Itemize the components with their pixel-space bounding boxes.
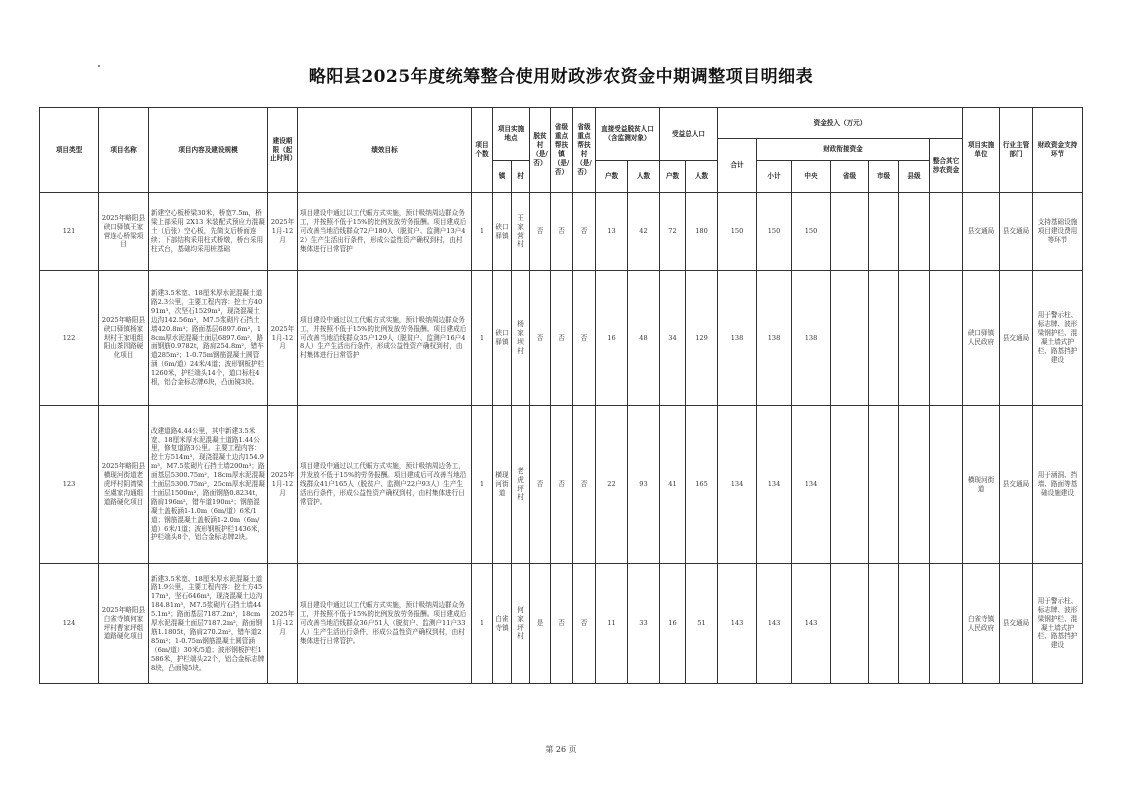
cell-direct-households: 22 [596, 406, 628, 564]
cell-total-persons: 165 [686, 406, 718, 564]
cell-subtotal: 134 [757, 406, 792, 564]
cell-total: 138 [718, 271, 757, 406]
cell-total: 134 [718, 406, 757, 564]
cell-total-households: 16 [660, 564, 686, 684]
page-title: 略阳县2025年度统筹整合使用财政涉农资金中期调整项目明细表 [308, 67, 814, 87]
header-total-pop: 受益总人口 [660, 108, 718, 161]
cell-direct-persons: 33 [628, 564, 660, 684]
cell-provincial [831, 406, 869, 564]
cell-total: 150 [718, 193, 757, 271]
cell-direct-persons: 48 [628, 271, 660, 406]
header-dept: 行业主管部门 [1000, 108, 1033, 193]
header-content: 项目内容及建设规模 [149, 108, 268, 193]
cell-period: 2025年1月-12月 [268, 564, 298, 684]
cell-city [869, 193, 899, 271]
cell-other [930, 193, 963, 271]
header-total-households: 户数 [660, 161, 686, 193]
cell-total-households: 72 [660, 193, 686, 271]
table-row [40, 193, 1083, 271]
cell-support: 支持基础设施项目建设费用等环节 [1033, 193, 1083, 271]
cell-subtotal: 138 [757, 271, 792, 406]
header-count: 项目个数 [472, 108, 493, 193]
cell-key-town: 否 [551, 564, 573, 684]
cell-city [869, 406, 899, 564]
cell-count: 1 [472, 564, 493, 684]
cell-key-village: 否 [573, 406, 596, 564]
page-number: 第 26 页 [545, 745, 577, 754]
table-row [40, 271, 1083, 406]
header-direct-households: 户数 [596, 161, 628, 193]
cell-unit: 横现河街道 [963, 406, 1000, 564]
cell-key-town: 否 [551, 271, 573, 406]
header-unit: 项目实施单位 [963, 108, 1000, 193]
cell-name: 2025年略阳县横现河街道老虎坪村阴湾梁至虞家沟通组道路硬化项目 [99, 406, 149, 564]
header-other: 整合其它涉农资金 [930, 139, 963, 193]
header-city: 市级 [869, 161, 899, 193]
cell-direct-households: 16 [596, 271, 628, 406]
header-county: 县级 [899, 161, 930, 193]
cell-poor-village: 否 [530, 271, 551, 406]
cell-name: 2025年略阳县白雀寺镇何家坪村曹家坪组道路硬化项目 [99, 564, 149, 684]
cell-direct-households: 11 [596, 564, 628, 684]
header-provincial: 省级 [831, 161, 869, 193]
cell-village: 杨家坝村 [512, 271, 530, 406]
header-key-village: 省级重点帮扶村（是/否） [573, 108, 596, 193]
cell-content: 新建3.5米宽、18厘米厚水泥混凝土道路2.3公里，主要工程内容：挖土方4091m³，次坚石1529m³，现浇混凝土边沟142.56m³，M7.5浆砌片石挡土墙420.8m³；路面基层6897.6m²，18cm厚水泥混凝土面层6897.6m²，路面钢筋0.9782t，路肩254.8m²，错车道285m²；1-0.75m钢筋混凝土圆管涵（6m/道）24米/4道；波形钢板护栏1260米，护栏端头14个，道口标柱4根，铝合金标志牌6块，凸面镜3块。 [149, 271, 268, 406]
cell-name: 2025年略阳县硖口驿镇杨家坝村王家咀组阳山茶园路硬化项目 [99, 271, 149, 406]
cell-key-village: 否 [573, 271, 596, 406]
cell-city [869, 271, 899, 406]
cell-county [899, 193, 930, 271]
header-direct-pop: 直接受益脱贫人口（含监测对象） [596, 108, 660, 161]
cell-type: 121 [40, 193, 99, 271]
cell-content: 新建3.5米宽、18厘米厚水泥混凝土道路1.9公里，主要工程内容：挖土方4517m³，坚石646m³，现浇混凝土边沟184.81m³，M7.5浆砌片石挡土墙445.1m³；路面基层7187.2m²，18cm厚水泥混凝土面层7187.2m²，路面钢筋1.1805t，路肩270.2m²，错车道285m²；1-0.75m钢筋混凝土圆管涵（6m/道）30米/5道；波形钢板护栏1586米，护栏端头22个，铝合金标志牌8块，凸面镜5块。 [149, 564, 268, 684]
cell-key-town: 否 [551, 193, 573, 271]
cell-central: 138 [792, 271, 831, 406]
cell-content: 新建空心板桥梁30米，桥宽7.5m，桥梁上部采用 2X13 米装配式预应力混凝土（后张）空心板，先简支后桥面连续；下部结构采用柱式桥墩，桥台采用柱式台，基础均采用桩基础 [149, 193, 268, 271]
cell-period: 2025年1月-12月 [268, 406, 298, 564]
header-subtotal: 小计 [757, 161, 792, 193]
cell-village: 王家营村 [512, 193, 530, 271]
cell-central: 134 [792, 406, 831, 564]
cell-support: 用于警示柱、标志牌、波形梁钢护栏、混凝土墙式护栏、路基挡护建设 [1033, 271, 1083, 406]
header-poor-village: 脱贫村（是/否） [530, 108, 551, 193]
header-period: 建设期限（起止时间） [268, 108, 298, 193]
cell-central: 150 [792, 193, 831, 271]
cell-goal: 项目建设中通过以工代赈方式实施，预计吸纳周边群众务工，并按照不低于15%的比例发放劳务报酬。项目建成后可改善当地沿线群众72户180人（脱贫户、监测户13户42）生产生活出行条件，形成公益性资产确权到村，由村集体进行日常管护 [298, 193, 472, 271]
cell-town: 硖口驿镇 [493, 193, 512, 271]
header-name: 项目名称 [99, 108, 149, 193]
cell-key-village: 否 [573, 564, 596, 684]
header-support: 财政资金支持环节 [1033, 108, 1083, 193]
cell-support: 用于警示柱、标志牌、波形梁钢护栏、混凝土墙式护栏、路基挡护建设 [1033, 564, 1083, 684]
cell-unit: 县交通局 [963, 193, 1000, 271]
cell-goal: 项目建设中通过以工代赈方式实施，预计吸纳周边务工，并发放不低于15%的劳务报酬。项目建成后可改善当地沿线群众41户165人（脱贫户、监测户22户93人）生产生活出行条件，形成公益性资产确权到村，由村集体进行日常管护。 [298, 406, 472, 564]
cell-count: 1 [472, 271, 493, 406]
header-central: 中央 [792, 161, 831, 193]
cell-town: 硖口驿镇 [493, 271, 512, 406]
cell-support: 用于涵洞、挡墙、路面等基础设施建设 [1033, 406, 1083, 564]
cell-other [930, 406, 963, 564]
header-total-persons: 人数 [686, 161, 718, 193]
cell-unit: 硖口驿镇人民政府 [963, 271, 1000, 406]
header-fiscal: 财政衔接资金 [757, 139, 930, 161]
cell-subtotal: 150 [757, 193, 792, 271]
header-town: 镇 [493, 161, 512, 193]
cell-type: 124 [40, 564, 99, 684]
cell-type: 123 [40, 406, 99, 564]
cell-count: 1 [472, 193, 493, 271]
table-row [40, 564, 1083, 684]
cell-dept: 县交通局 [1000, 406, 1033, 564]
cell-direct-persons: 93 [628, 406, 660, 564]
cell-total-persons: 51 [686, 564, 718, 684]
cell-total-persons: 129 [686, 271, 718, 406]
cell-other [930, 271, 963, 406]
cell-goal: 项目建设中通过以工代赈方式实施，预计吸纳周边群众务工，并按照不低于15%的比例发放劳务报酬。项目建成后可改善当地沿线群众35户129人（脱贫户、监测户16户48人）生产生活出行条件，形成公益性资产确权到村，由村集体进行日常管护 [298, 271, 472, 406]
cell-key-village: 否 [573, 193, 596, 271]
cell-type: 122 [40, 271, 99, 406]
cell-content: 改建道路4.44公里，其中新建3.5米宽、18厘米厚水泥混凝土道路1.44公里，修复道路3公里。主要工程内容：挖土方514m³，现浇混凝土边沟154.9m³，M7.5浆砌片石挡土墙200m³；路面基层5300.75m²，18cm厚水泥混凝土面层5300.75m²，25cm厚水泥混凝土面层1500m²，路面钢筋0.8234t，路肩196m²，错车道190m²；钢筋混凝土盖板涵1-1.0m（6m/道）6米/1道；钢筋混凝土盖板涵1-2.0m（6m/道）6米/1道；波形钢板护栏1436米，护栏端头8个，铝合金标志牌2块。 [149, 406, 268, 564]
project-table [39, 107, 1083, 684]
cell-period: 2025年1月-12月 [268, 271, 298, 406]
cell-poor-village: 否 [530, 193, 551, 271]
cell-direct-households: 13 [596, 193, 628, 271]
header-key-town: 省级重点帮扶镇（是/否） [551, 108, 573, 193]
header-total: 合计 [718, 139, 757, 193]
cell-provincial [831, 564, 869, 684]
cell-town: 横现河街道 [493, 406, 512, 564]
cell-provincial [831, 193, 869, 271]
cell-name: 2025年略阳县硖口驿镇王家营连心桥梁项目 [99, 193, 149, 271]
cell-total-households: 41 [660, 406, 686, 564]
header-direct-persons: 人数 [628, 161, 660, 193]
cell-dept: 县交通局 [1000, 193, 1033, 271]
cell-village: 何家坪村 [512, 564, 530, 684]
cell-dept: 县交通局 [1000, 564, 1033, 684]
cell-unit: 白雀寺镇人民政府 [963, 564, 1000, 684]
cell-village: 老虎坪村 [512, 406, 530, 564]
header-row-1 [40, 108, 1083, 139]
cell-provincial [831, 271, 869, 406]
cell-direct-persons: 42 [628, 193, 660, 271]
header-goal: 绩效目标 [298, 108, 472, 193]
cell-total: 143 [718, 564, 757, 684]
cell-key-town: 否 [551, 406, 573, 564]
cell-county [899, 564, 930, 684]
cell-poor-village: 是 [530, 564, 551, 684]
cell-period: 2025年1月-12月 [268, 193, 298, 271]
cell-total-persons: 180 [686, 193, 718, 271]
cell-goal: 项目建设中通过以工代赈方式实施，预计吸纳周边群众务工，并按照不低于15%的比例发放劳务报酬。项目建成后可改善当地沿线群众36户51人（脱贫户、监测户11户33人）生产生活出行条件，形成公益性资产确权到村，由村集体进行日常管护。 [298, 564, 472, 684]
header-village: 村 [512, 161, 530, 193]
table-row [40, 406, 1083, 564]
cell-county [899, 271, 930, 406]
cell-dept: 县交通局 [1000, 271, 1033, 406]
cell-other [930, 564, 963, 684]
cell-central: 143 [792, 564, 831, 684]
cell-town: 白雀寺镇 [493, 564, 512, 684]
header-location: 项目实施地点 [493, 108, 530, 161]
cell-poor-village: 否 [530, 406, 551, 564]
cell-total-households: 34 [660, 271, 686, 406]
header-funds: 资金投入（万元） [718, 108, 963, 139]
cell-county [899, 406, 930, 564]
cell-count: 1 [472, 406, 493, 564]
cell-subtotal: 143 [757, 564, 792, 684]
header-type: 项目类型 [40, 108, 99, 193]
cell-city [869, 564, 899, 684]
